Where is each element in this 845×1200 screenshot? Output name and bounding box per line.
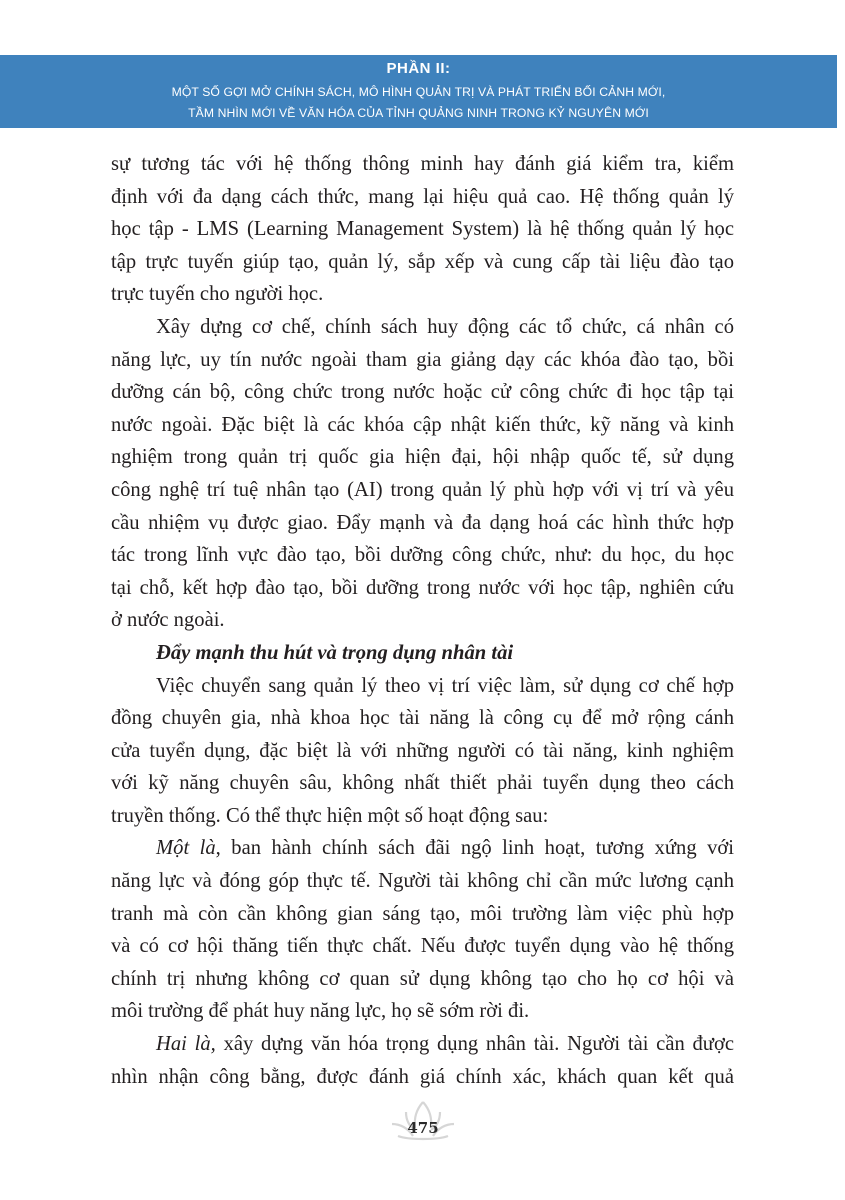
text-line xyxy=(111,1028,734,1061)
text-line: Việc chuyển sang quản lý theo vị trí việc làm, sử dụng cơ chế hợp xyxy=(156,674,734,697)
text-line: tác trong lĩnh vực đào tạo, bồi dưỡng công chức, như: du học, du học xyxy=(111,544,734,567)
page-number: 475 xyxy=(407,1119,439,1137)
text-line: đồng chuyên gia, nhà khoa học tài năng là công cụ để mở rộng cánh xyxy=(111,707,734,730)
text-run: xây dựng văn hóa trọng dụng nhân tài. Người tài cần được xyxy=(223,1033,734,1056)
text-line: nước ngoài. Đặc biệt là các khóa cập nhật kiến thức, kỹ năng và kinh xyxy=(111,413,734,436)
text-line: năng lực và đóng góp thực tế. Người tài không chỉ cần mức lương cạnh xyxy=(111,870,734,893)
text-run: ban hành chính sách đãi ngộ linh hoạt, tương xứng với xyxy=(231,837,734,860)
text-line: dưỡng cán bộ, công chức trong nước hoặc cử công chức đi học tập tại xyxy=(111,381,734,404)
text-line: cầu nhiệm vụ được giao. Đẩy mạnh và đa dạng hoá các hình thức hợp xyxy=(111,511,734,534)
text-line: và có cơ hội thăng tiến thực chất. Nếu được tuyển dụng vào hệ thống xyxy=(111,935,734,958)
text-line xyxy=(111,832,734,865)
lead-separator xyxy=(216,1033,224,1055)
part-title: PHẦN II: xyxy=(386,60,451,77)
text-line: nhìn nhận công bằng, được đánh giá chính xác, khách quan kết quả xyxy=(111,1065,734,1088)
text-line: học tập - LMS (Learning Management System) là hệ thống quản lý học xyxy=(111,218,734,241)
text-line: sự tương tác với hệ thống thông minh hay đánh giá kiểm tra, kiểm xyxy=(111,153,734,175)
text-line: ở nước ngoài. xyxy=(111,609,225,632)
italic-lead: Hai là, xyxy=(156,1033,216,1056)
text-line: định với đa dạng cách thức, mang lại hiệu quả cao. Hệ thống quản lý xyxy=(111,185,734,208)
text-line: năng lực, uy tín nước ngoài tham gia giảng dạy các khóa đào tạo, bồi xyxy=(111,348,734,371)
text-line: truyền thống. Có thể thực hiện một số hoạt động sau: xyxy=(111,804,549,827)
body-text xyxy=(111,148,734,1093)
part-subtitle-line-1: MỘT SỐ GỢI MỞ CHÍNH SÁCH, MÔ HÌNH QUẢN TRỊ VÀ PHÁT TRIỂN BỐI CẢNH MỚI, xyxy=(171,85,666,99)
text-line: tranh mà còn cần không gian sáng tạo, môi trường làm việc phù hợp xyxy=(111,902,734,925)
section-header-banner xyxy=(0,55,837,128)
text-line: với kỹ năng chuyên sâu, không nhất thiết phải tuyển dụng theo cách xyxy=(111,772,734,795)
text-line: trực tuyến cho người học. xyxy=(111,283,324,306)
text-line: tại chỗ, kết hợp đào tạo, bồi dưỡng trong nước với học tập, nghiên cứu xyxy=(111,576,734,599)
text-line: cửa tuyển dụng, đặc biệt là với những người có tài năng, kinh nghiệm xyxy=(111,739,734,762)
text-line: nghiệm trong quản trị quốc gia hiện đại, hội nhập quốc tế, sử dụng xyxy=(111,446,734,469)
part-subtitle-line-2: TẦM NHÌN MỚI VỀ VĂN HÓA CỦA TỈNH QUẢNG NINH TRONG KỶ NGUYÊN MỚI xyxy=(188,106,649,120)
text-line: Xây dựng cơ chế, chính sách huy động các tổ chức, cá nhân có xyxy=(156,315,734,338)
text-line: chính trị nhưng không cơ quan sử dụng không tạo cho họ cơ hội và xyxy=(111,967,734,990)
page-footer xyxy=(380,1098,466,1146)
italic-lead: Một là xyxy=(156,837,216,860)
lead-separator: , xyxy=(215,837,232,860)
text-line: môi trường để phát huy năng lực, họ sẽ sớm rời đi. xyxy=(111,1000,530,1023)
text-line: tập trực tuyến giúp tạo, quản lý, sắp xếp và cung cấp tài liệu đào tạo xyxy=(111,250,734,273)
text-line: công nghệ trí tuệ nhân tạo (AI) trong quản lý phù hợp với vị trí và yêu xyxy=(111,478,734,501)
section-heading: Đẩy mạnh thu hút và trọng dụng nhân tài xyxy=(156,641,514,664)
